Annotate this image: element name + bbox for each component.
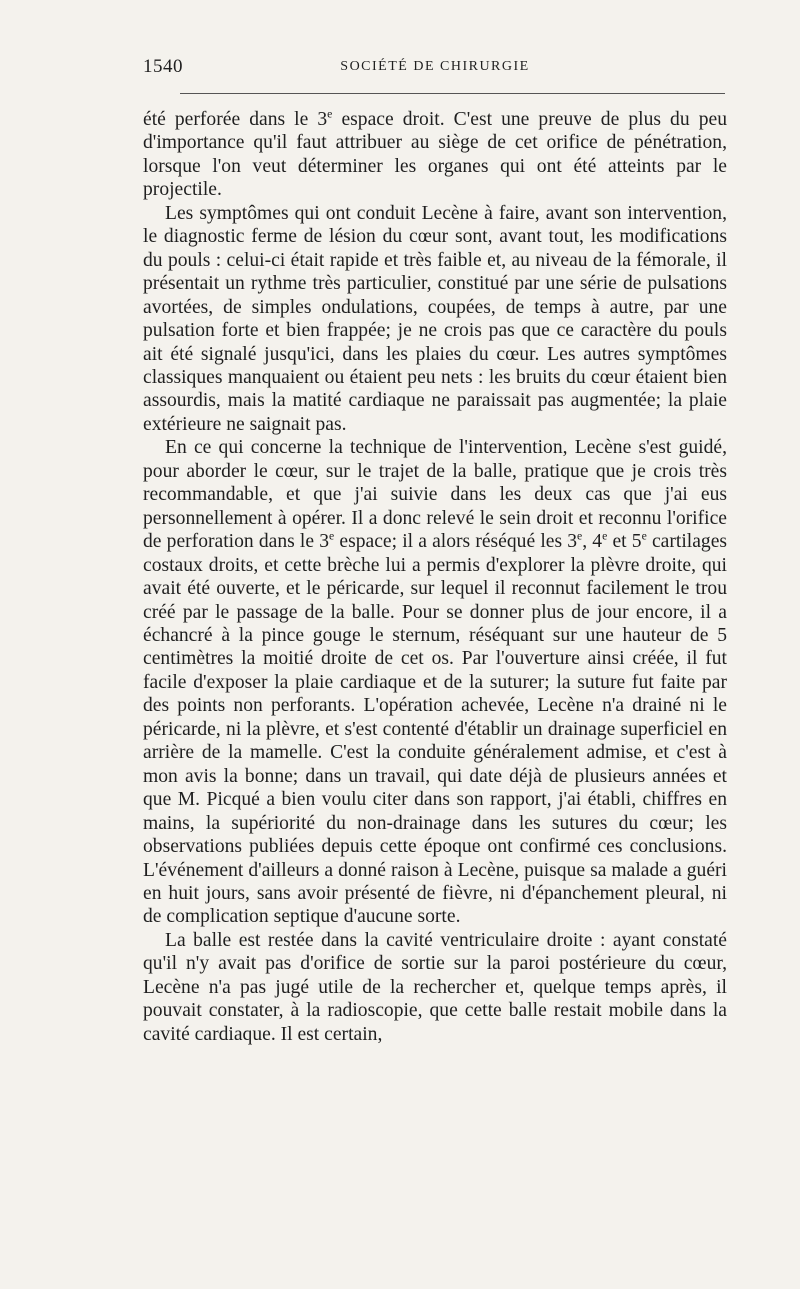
paragraph-3-text-d: et 5: [607, 531, 642, 553]
paragraph-1: [143, 108, 727, 202]
page-number: 1540: [143, 56, 183, 77]
ordinal-superscript: e: [327, 107, 333, 121]
ordinal-superscript: e: [602, 529, 608, 543]
page-header: [143, 56, 727, 80]
ordinal-superscript: e: [329, 529, 335, 543]
paragraph-3-text-e: cartilages costaux droits, et cette brèche lui a permis d'explorer la plèvre droite, qui avait été ouverte, et le péricarde, sur lequel il reconnut facilement le trou créé par le passage de la balle. Pour se donner plus de jour encore, il a échancré à la pince gouge le sternum, réséquant sur une hauteur de 5 centimètres la moitié droite de cet os. Par l'ouverture ainsi créée, il fut facile d'exposer la plaie cardiaque et de la suturer; la suture fut faite par des points non perforants. L'opération achevée, Lecène n'a drainé ni le péricarde, ni la plèvre, et s'est contenté d'établir un drainage superficiel en arrière de la mamelle. C'est la conduite généralement admise, et c'est à mon avis la bonne; dans un travail, qui date déjà de plusieurs années et que M. Picqué a bien voulu citer dans son rapport, j'ai établi, chiffres en mains, la supériorité du non-drainage dans les sutures du cœur; les observations publiées depuis cette époque ont confirmé ces conclusions. L'événement d'ailleurs a donné raison à Lecène, puisque sa malade a guéri en huit jours, sans avoir présenté de fièvre, ni d'épanchement pleural, ni de complication septique d'aucune sorte.: [143, 531, 728, 928]
header-rule: [180, 93, 725, 94]
paragraph-3-text-a: En ce qui concerne la technique de l'intervention, Lecène s'est guidé, pour aborder le cœur, sur le trajet de la balle, pratique que je crois très recommandable, et que j'ai suivie dans les deux cas que j'ai eus personnellement à opérer. Il a donc relevé le sein droit et reconnu l'orifice de perforation dans le 3: [143, 437, 727, 553]
paragraph-4: La balle est restée dans la cavité ventriculaire droite : ayant constaté qu'il n'y avait pas d'orifice de sortie sur la paroi postérieure du cœur, Lecène n'a pas jugé utile de la rechercher et, quelque temps après, il pouvait constater, à la radioscopie, que cette balle restait mobile dans la cavité cardiaque. Il est certain,: [143, 929, 727, 1045]
running-title: SOCIÉTÉ DE CHIRURGIE: [340, 59, 530, 74]
paragraph-2: Les symptômes qui ont conduit Lecène à faire, avant son intervention, le diagnostic ferme de lésion du cœur sont, avant tout, les modifications du pouls : celui-ci était rapide et très faible et, au niveau de la fémorale, il présentait un rythme très particulier, constitué par une série de pulsations avortées, de simples ondulations, coupées, de temps à autre, par une pulsation forte et bien frappée; je ne crois pas que ce caractère du pouls ait été signalé jusqu'ici, dans les plaies du cœur. Les autres symptômes classiques manquaient ou étaient peu nets : les bruits du cœur étaient bien assourdis, mais la matité cardiaque ne paraissait pas augmentée; la plaie extérieure ne saignait pas.: [143, 202, 727, 435]
paragraph-3-text-c: , 4: [582, 531, 603, 553]
paragraph-3: [143, 436, 727, 929]
ordinal-superscript: e: [577, 529, 583, 543]
paragraph-3-text-b: espace; il a alors réséqué les 3: [334, 531, 578, 553]
ordinal-superscript: e: [641, 529, 647, 543]
paragraph-1-text-b: espace droit. C'est une preuve de plus du peu d'importance qu'il faut attribuer au siège de cet orifice de pénétration, lorsque l'on veut déterminer les organes qui ont été atteints par le projectile.: [143, 109, 727, 201]
paragraph-1-text-a: été perforée dans le 3: [143, 109, 328, 130]
body-text: [143, 108, 727, 1046]
